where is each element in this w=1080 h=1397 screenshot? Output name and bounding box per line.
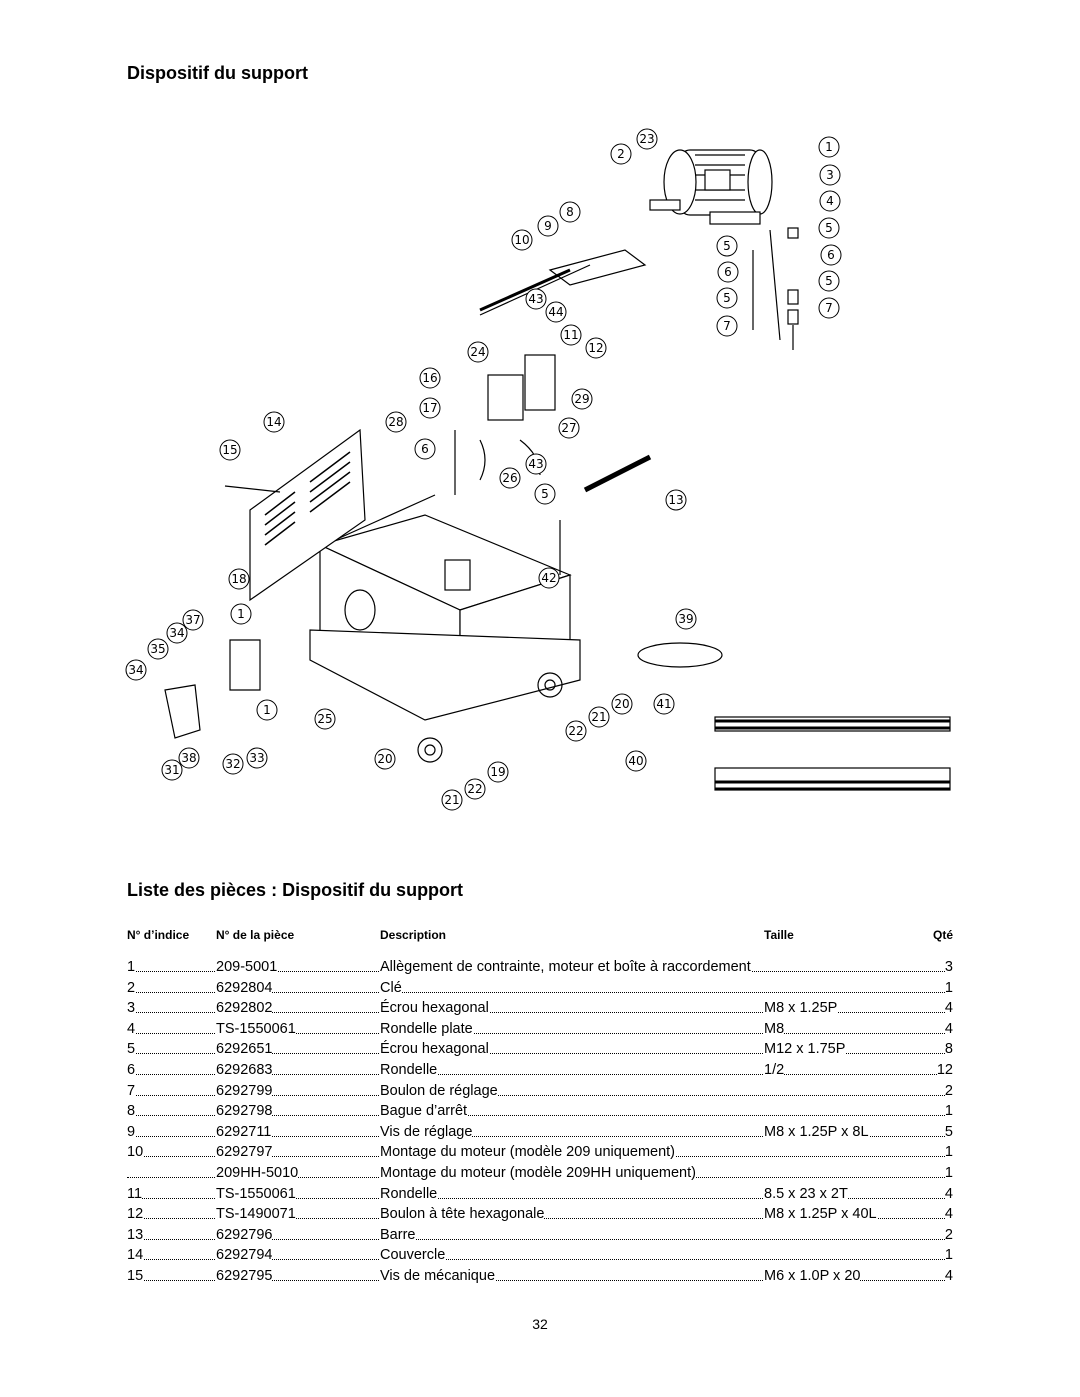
motor-drawing	[650, 150, 772, 224]
page-number: 32	[532, 1316, 548, 1332]
cell-qty: 8	[944, 1041, 953, 1058]
cell-description: Boulon à tête hexagonale	[380, 1206, 545, 1223]
callout-38	[179, 748, 199, 768]
svg-text:18: 18	[231, 572, 247, 586]
cell-part-number: 6292796	[216, 1226, 273, 1243]
callout-18	[229, 569, 249, 589]
svg-text:28: 28	[388, 415, 404, 429]
header-part: N° de la pièce	[216, 928, 295, 942]
parts-list-title: Liste des pièces : Dispositif du support	[127, 880, 464, 900]
callout-31	[162, 760, 182, 780]
callout-8	[560, 202, 580, 222]
callout-19	[488, 762, 508, 782]
svg-text:3: 3	[826, 168, 834, 182]
cell-index: 8	[127, 1103, 136, 1120]
cell-size: M6 x 1.0P x 20	[764, 1268, 861, 1284]
cell-description: Couvercle	[380, 1247, 446, 1264]
svg-text:7: 7	[723, 319, 731, 333]
callout-10	[512, 230, 532, 250]
svg-text:42: 42	[541, 571, 557, 585]
cell-description: Rondelle	[380, 1185, 438, 1202]
cell-index: 15	[127, 1268, 144, 1284]
cell-qty: 2	[944, 1226, 953, 1243]
callout-1c	[257, 700, 277, 720]
cell-description: Allègement de contrainte, moteur et boîte à raccordement	[380, 959, 751, 975]
cell-index: 6	[127, 1062, 136, 1078]
svg-text:25: 25	[317, 712, 333, 726]
svg-text:39: 39	[678, 612, 694, 626]
callout-35	[148, 639, 168, 659]
table-row	[127, 1163, 953, 1183]
svg-text:4: 4	[826, 194, 834, 208]
cell-size: 1/2	[764, 1062, 785, 1078]
cell-description: Écrou hexagonal	[380, 1041, 489, 1058]
cell-index: 1	[127, 959, 136, 975]
callout-24	[468, 342, 488, 362]
cell-description: Boulon de réglage	[380, 1082, 498, 1099]
table-row	[127, 998, 953, 1018]
cell-qty: 1	[944, 1165, 953, 1181]
callout-21	[589, 707, 609, 727]
cell-part-number: 6292683	[216, 1062, 273, 1078]
svg-text:38: 38	[181, 751, 197, 765]
svg-text:41: 41	[656, 697, 672, 711]
cell-qty: 1	[944, 979, 953, 996]
svg-text:11: 11	[563, 328, 579, 342]
svg-text:20: 20	[614, 697, 630, 711]
callout-21b	[442, 790, 462, 810]
svg-text:7: 7	[825, 301, 833, 315]
cell-qty: 1	[944, 1144, 953, 1161]
svg-text:5: 5	[825, 274, 833, 288]
callout-7	[819, 298, 839, 318]
svg-text:34: 34	[169, 626, 185, 640]
callout-16	[420, 368, 440, 388]
callout-34	[167, 623, 187, 643]
svg-text:1: 1	[237, 607, 245, 621]
callout-22b	[465, 779, 485, 799]
table-row	[127, 1060, 953, 1080]
callout-13	[666, 490, 686, 510]
cell-qty: 4	[944, 1185, 953, 1202]
figure-title: Dispositif du support	[127, 63, 308, 83]
svg-text:29: 29	[574, 392, 590, 406]
cell-description: Vis de réglage	[380, 1123, 473, 1140]
cell-description: Barre	[380, 1226, 416, 1243]
callout-25	[315, 709, 335, 729]
callout-12	[586, 338, 606, 358]
callout-34b	[126, 660, 146, 680]
callout-43	[526, 289, 546, 309]
cell-qty: 4	[944, 1206, 953, 1223]
callout-20	[612, 694, 632, 714]
svg-text:23: 23	[639, 132, 655, 146]
svg-text:14: 14	[266, 415, 282, 429]
callout-22	[566, 721, 586, 741]
cell-index: 12	[127, 1206, 144, 1223]
cell-part-number: 209HH-5010	[216, 1165, 299, 1181]
cell-part-number: 6292799	[216, 1082, 273, 1099]
cell-description: Montage du moteur (modèle 209 uniquement)	[380, 1144, 676, 1161]
table-row	[127, 1039, 953, 1059]
svg-text:44: 44	[548, 305, 564, 319]
svg-text:5: 5	[541, 487, 549, 501]
cell-part-number: 6292794	[216, 1247, 273, 1264]
cell-size: 8.5 x 23 x 2T	[764, 1185, 848, 1202]
callout-7b	[717, 316, 737, 336]
callout-39	[676, 609, 696, 629]
callout-5d	[717, 288, 737, 308]
cell-index: 4	[127, 1020, 136, 1037]
exploded-parts-diagram	[120, 120, 965, 820]
header-qty: Qté	[932, 928, 953, 942]
callout-26	[500, 468, 520, 488]
cell-part-number: 6292798	[216, 1103, 273, 1120]
cell-size: M8	[764, 1020, 785, 1037]
svg-text:40: 40	[628, 754, 644, 768]
svg-text:21: 21	[444, 793, 460, 807]
callout-15	[220, 440, 240, 460]
cell-qty: 5	[944, 1123, 953, 1140]
cell-qty: 1	[944, 1103, 953, 1120]
callout-29	[572, 389, 592, 409]
callout-41	[654, 694, 674, 714]
svg-text:17: 17	[422, 401, 438, 415]
cell-description: Rondelle plate	[380, 1020, 473, 1037]
callout-44	[546, 302, 566, 322]
cell-index: 14	[127, 1247, 144, 1264]
cell-description: Bague d’arrêt	[380, 1103, 468, 1120]
callout-20b	[375, 749, 395, 769]
callout-33	[247, 748, 267, 768]
table-row	[127, 1101, 953, 1121]
table-row	[127, 1019, 953, 1039]
cell-part-number: 6292802	[216, 1000, 273, 1017]
svg-text:43: 43	[528, 292, 544, 306]
svg-text:20: 20	[377, 752, 393, 766]
callout-2	[611, 144, 631, 164]
table-row	[127, 1122, 953, 1142]
cell-index: 3	[127, 1000, 136, 1017]
table-row	[127, 978, 953, 998]
svg-text:12: 12	[588, 341, 604, 355]
svg-text:37: 37	[185, 613, 201, 627]
callout-37	[183, 610, 203, 630]
callout-14	[264, 412, 284, 432]
cell-index: 9	[127, 1123, 136, 1140]
callout-42	[539, 568, 559, 588]
svg-text:33: 33	[249, 751, 265, 765]
callout-27	[559, 418, 579, 438]
cell-index: 5	[127, 1041, 136, 1058]
svg-text:8: 8	[566, 205, 574, 219]
cell-description: Montage du moteur (modèle 209HH uniquement)	[380, 1165, 696, 1181]
svg-text:16: 16	[422, 371, 438, 385]
table-row	[127, 1266, 953, 1286]
cell-part-number: 6292711	[216, 1123, 272, 1140]
cell-qty: 12	[936, 1062, 953, 1078]
svg-text:1: 1	[825, 140, 833, 154]
callout-5	[819, 218, 839, 238]
svg-text:13: 13	[668, 493, 684, 507]
cell-qty: 4	[944, 1000, 953, 1017]
cell-part-number: TS-1550061	[216, 1020, 296, 1037]
cell-qty: 3	[944, 959, 953, 975]
cell-description: Vis de mécanique	[380, 1268, 496, 1284]
callout-40	[626, 751, 646, 771]
cell-qty: 4	[944, 1268, 953, 1284]
table-row	[127, 1204, 953, 1224]
cell-size: M8 x 1.25P	[764, 1000, 838, 1017]
table-row	[127, 1245, 953, 1265]
cell-size: M8 x 1.25P x 8L	[764, 1123, 869, 1140]
cell-part-number: TS-1490071	[216, 1206, 296, 1223]
svg-text:5: 5	[723, 291, 731, 305]
callout-3	[820, 165, 840, 185]
cell-description: Rondelle	[380, 1062, 438, 1078]
svg-text:10: 10	[514, 233, 530, 247]
header-index: N° d’indice	[127, 928, 190, 942]
svg-text:27: 27	[561, 421, 577, 435]
table-row	[127, 1184, 953, 1204]
table-row	[127, 957, 953, 977]
cell-qty: 1	[944, 1247, 953, 1264]
svg-text:1: 1	[263, 703, 271, 717]
header-description: Description	[380, 928, 447, 942]
svg-text:9: 9	[544, 219, 552, 233]
cell-size: M8 x 1.25P x 40L	[764, 1206, 877, 1223]
svg-text:6: 6	[724, 265, 732, 279]
callout-17	[420, 398, 440, 418]
cell-part-number: 6292795	[216, 1268, 273, 1284]
callout-43b	[526, 454, 546, 474]
cell-part-number: 6292797	[216, 1144, 273, 1161]
svg-text:6: 6	[827, 248, 835, 262]
cell-part-number: TS-1550061	[216, 1185, 296, 1202]
cell-part-number: 6292651	[216, 1041, 273, 1058]
svg-text:19: 19	[490, 765, 506, 779]
svg-text:15: 15	[222, 443, 238, 457]
svg-text:5: 5	[825, 221, 833, 235]
callout-6b	[718, 262, 738, 282]
callout-11	[561, 325, 581, 345]
callout-5c	[717, 236, 737, 256]
table-row	[127, 1142, 953, 1162]
svg-text:32: 32	[225, 757, 241, 771]
cell-part-number: 209-5001	[216, 959, 278, 975]
cell-index: 10	[127, 1144, 144, 1161]
cell-index: 7	[127, 1082, 136, 1099]
table-row	[127, 1081, 953, 1101]
callout-32	[223, 754, 243, 774]
svg-text:35: 35	[150, 642, 166, 656]
callout-28	[386, 412, 406, 432]
cell-qty: 4	[944, 1020, 953, 1037]
svg-text:34: 34	[128, 663, 144, 677]
svg-text:43: 43	[528, 457, 544, 471]
cell-qty: 2	[944, 1082, 953, 1099]
cell-index: 2	[127, 979, 136, 996]
svg-text:5: 5	[723, 239, 731, 253]
callout-4	[820, 191, 840, 211]
svg-text:24: 24	[470, 345, 486, 359]
cell-index: 11	[127, 1185, 143, 1202]
svg-text:26: 26	[502, 471, 518, 485]
callout-1b	[231, 604, 251, 624]
callout-1	[819, 137, 839, 157]
cell-description: Clé	[380, 979, 402, 996]
header-size: Taille	[764, 928, 794, 942]
callout-6c	[415, 439, 435, 459]
svg-text:21: 21	[591, 710, 607, 724]
callout-5e	[535, 484, 555, 504]
cell-index: 13	[127, 1226, 144, 1243]
svg-text:6: 6	[421, 442, 429, 456]
svg-text:22: 22	[568, 724, 584, 738]
table-row	[127, 1225, 953, 1245]
callout-6	[821, 245, 841, 265]
callout-9	[538, 216, 558, 236]
cell-part-number: 6292804	[216, 979, 273, 996]
svg-text:31: 31	[164, 763, 180, 777]
cell-description: Écrou hexagonal	[380, 1000, 489, 1017]
svg-text:2: 2	[617, 147, 625, 161]
callout-23	[637, 129, 657, 149]
svg-text:22: 22	[467, 782, 483, 796]
callout-5b	[819, 271, 839, 291]
cell-size: M12 x 1.75P	[764, 1041, 846, 1058]
